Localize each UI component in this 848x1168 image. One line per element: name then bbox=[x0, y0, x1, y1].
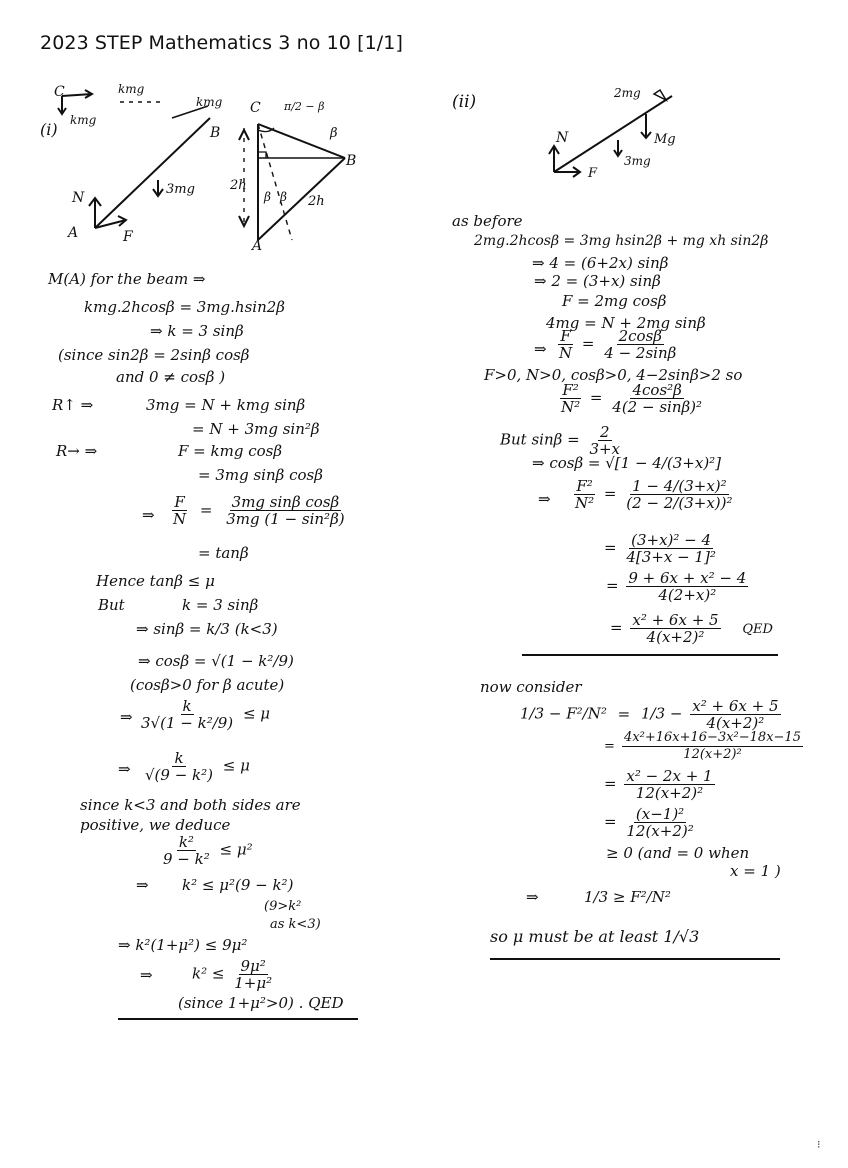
resolve-right-label: R→ ⇒ bbox=[56, 442, 98, 460]
step-2: = $\frac{\text{9 + 6x + x² − 4}}{\text{4(2+x)²}}$ bbox=[606, 569, 747, 604]
step-1: = $\frac{\text{(3+x)² − 4}}{\text{4[3+x − 1]²}}$ bbox=[604, 531, 716, 566]
k2-le-label: k² ≤ bbox=[192, 964, 225, 983]
tan-beta-result: = tanβ bbox=[198, 544, 249, 562]
triangle-point-a: A bbox=[252, 238, 263, 254]
frac-4-x-plus-2: 4(x+2)² bbox=[646, 628, 705, 646]
implies-ii-1: ⇒ bbox=[534, 340, 547, 358]
implies-symbol-5: ⇒ bbox=[140, 966, 153, 984]
triangle-point-c: C bbox=[250, 100, 261, 116]
positivity-note: F>0, N>0, cosβ>0, 4−2sinβ>2 so bbox=[484, 366, 743, 384]
frac-f: F bbox=[174, 493, 185, 511]
f-over-n-ii: $\frac{F}{N}$ = $\frac{2\cos\beta}{4 - 2\sin\beta}$ bbox=[559, 327, 677, 362]
implies-ii-2: ⇒ bbox=[538, 490, 551, 508]
qed-ii: QED bbox=[742, 621, 773, 637]
frac-k2: k² bbox=[178, 833, 194, 851]
part-i-label: (i) bbox=[40, 120, 58, 139]
f-eq-ii: F = 2mg cosβ bbox=[562, 292, 667, 310]
part-ii-end-rule bbox=[490, 958, 780, 960]
frac-4-minus-2sin: 4 − 2sinβ bbox=[604, 344, 677, 362]
frac-x2-6x-5: x² + 6x + 5 bbox=[632, 611, 719, 629]
force-3mg-ii: 3mg bbox=[624, 154, 651, 168]
conclusion-mu-bound: so μ must be at least 1/√3 bbox=[490, 927, 700, 946]
le-mu2: ≤ μ² bbox=[219, 840, 253, 859]
friction-f-label: F bbox=[123, 229, 133, 245]
angle-beta-right: β bbox=[330, 126, 338, 141]
point-a-label: A bbox=[68, 225, 79, 241]
frac-1-minus-4: 1 − 4/(3+x)² bbox=[632, 477, 727, 495]
frac-12-x-plus-2-b: 12(x+2)² bbox=[635, 784, 704, 802]
k-over-root9-fraction bbox=[140, 750, 250, 783]
le-mu-1: ≤ μ bbox=[242, 704, 271, 723]
frac-12-x-plus-2-c: 12(x+2)² bbox=[626, 822, 694, 840]
sin-equals-k-over-3: ⇒ sinβ = k/3 (k<3) bbox=[136, 620, 278, 638]
cos-root-ii: ⇒ cosβ = √[1 − 4/(3+x)²] bbox=[532, 454, 722, 472]
triangle-point-b: B bbox=[346, 153, 357, 169]
force-kmg-left: kmg bbox=[70, 113, 97, 127]
resolve-up-eq2: = N + 3mg sin²β bbox=[192, 420, 320, 438]
resolve-right-eq1: F = kmg cosβ bbox=[178, 442, 282, 460]
four-eq: ⇒ 4 = (6+2x) sinβ bbox=[532, 254, 669, 272]
force-mg: Mg bbox=[654, 132, 676, 147]
implies-symbol-4: ⇒ bbox=[136, 876, 149, 894]
nonneg-note: ≥ 0 (and = 0 when bbox=[606, 844, 750, 862]
but-sin-label: But sinβ = bbox=[500, 430, 580, 449]
consider-expression: 1/3 − F²/N² = 1/3 − $\frac{\text{x² + 6x + 5}}{\text{4(x+2)²}}$ bbox=[520, 697, 779, 732]
triangle-geometry-diagram bbox=[230, 100, 360, 250]
positive-deduce-note: positive, we deduce bbox=[80, 816, 231, 834]
frac-9-6x-x2-4: 9 + 6x + x² − 4 bbox=[628, 569, 747, 587]
resolve-up-eq1: 3mg = N + kmg sinβ bbox=[146, 396, 306, 414]
k-over-3root-fraction bbox=[136, 698, 270, 731]
frac-9mu2: 9μ² bbox=[240, 957, 266, 975]
frac-f2: F² bbox=[562, 381, 579, 399]
frac-k: k bbox=[182, 697, 192, 715]
frac-expanded-num: 4x²+16x+16−3x²−18x−15 bbox=[624, 730, 801, 745]
since-k-lt-3-note: since k<3 and both sides are bbox=[80, 796, 301, 814]
as-before: as before bbox=[452, 212, 523, 230]
moments-heading: M(A) for the beam ⇒ bbox=[48, 270, 206, 288]
k2-over-9-minus-k2-fraction bbox=[158, 834, 253, 867]
frac-2cos: 2cosβ bbox=[618, 327, 662, 345]
frac-x-minus-1-sq: (x−1)² bbox=[635, 805, 685, 823]
frac-4cos2: 4cos²β bbox=[632, 381, 682, 399]
length-2h-side: 2h bbox=[308, 194, 325, 209]
friction-f-ii: F bbox=[588, 166, 598, 181]
cos-positive-note: (cosβ>0 for β acute) bbox=[130, 676, 285, 694]
cos-equals-root: ⇒ cosβ = √(1 − k²/9) bbox=[138, 652, 294, 670]
force-2mg: 2mg bbox=[614, 86, 641, 100]
frac-4-2-minus-sin-sq: 4(2 − sinβ)² bbox=[612, 398, 703, 416]
part-i-end-rule bbox=[118, 1018, 358, 1020]
nine-gt-k2-note: (9>k² bbox=[264, 899, 302, 914]
f2-over-n2-sub: $\frac{\text{F²}}{\text{N²}}$ = $\frac{\text{1 − 4/(3+x)²}}{\text{(2 − 2/(3+x))²}}$ bbox=[575, 477, 733, 512]
combined-step: = $\frac{\text{4x²+16x+16−3x²−18x−15}}{\text{12(x+2)²}}$ bbox=[604, 730, 801, 762]
point-b-label: B bbox=[210, 125, 221, 141]
final-k2-bound bbox=[192, 958, 277, 991]
point-c-label: C bbox=[54, 84, 65, 100]
frac-2: 2 bbox=[599, 423, 610, 441]
force-kmg-top: kmg bbox=[118, 82, 145, 96]
moment-eq-ii: 2mg.2hcosβ = 3mg hsin2β + mg xh sin2β bbox=[474, 233, 769, 249]
frac-f-ii: F bbox=[560, 327, 571, 345]
f2-over-n2-ii: $\frac{\text{F²}}{\text{N²}}$ = $\frac{\text{4cos²β}}{\text{4(2 − sinβ)²}}$ bbox=[561, 381, 703, 416]
one-third-minus: 1/3 − bbox=[641, 704, 683, 723]
frac-f2-b: F² bbox=[576, 477, 593, 495]
two-eq: ⇒ 2 = (3+x) sinβ bbox=[534, 272, 661, 290]
length-2h: 2h bbox=[230, 178, 247, 193]
frac-n: N bbox=[173, 510, 187, 528]
frac-9-minus-k2: 9 − k² bbox=[163, 850, 210, 868]
equality-when-x-1: x = 1 ) bbox=[730, 862, 781, 880]
part-ii-label: (ii) bbox=[452, 92, 477, 112]
cos-nonzero-note: and 0 ≠ cosβ ) bbox=[116, 368, 226, 386]
corner-mark: ⁝ bbox=[817, 1138, 821, 1151]
angle-pi-over-2-minus-beta: π/2 − β bbox=[284, 100, 325, 113]
as-k-lt-3-note: as k<3) bbox=[270, 917, 321, 932]
frac-3root: 3√(1 − k²/9) bbox=[141, 714, 234, 732]
angle-beta-bottom-1: β bbox=[264, 190, 271, 204]
frac-4-2-plus-x: 4(2+x)² bbox=[658, 586, 717, 604]
implies-symbol-2: ⇒ bbox=[120, 708, 133, 726]
frac-x2-6x-5-b: x² + 6x + 5 bbox=[692, 697, 779, 715]
hence-tan-le-mu: Hence tanβ ≤ μ bbox=[96, 572, 215, 590]
frac-n2: N² bbox=[561, 398, 581, 416]
frac-num-3mg-sin-cos: 3mg sinβ cosβ bbox=[231, 493, 340, 511]
reaction-n-ii: N bbox=[556, 130, 569, 146]
vertical-eq-ii: 4mg = N + 2mg sinβ bbox=[546, 314, 706, 332]
moment-equation: kmg.2hcosβ = 3mg.hsin2β bbox=[84, 298, 285, 316]
frac-3-plus-x: 3+x bbox=[589, 440, 621, 458]
third-ge-ratio: 1/3 ≥ F²/N² bbox=[584, 888, 671, 906]
reaction-n-label: N bbox=[72, 190, 85, 206]
f-over-n-fraction: $\frac{F}{N}$ = $\frac{\text{3mg sinβ cosβ}}{\text{3mg (1 − sin²β)}}$ bbox=[173, 493, 345, 528]
double-angle-note: (since sin2β = 2sinβ cosβ bbox=[58, 346, 250, 364]
k-equals-3sin: k = 3 sinβ bbox=[182, 596, 259, 614]
le-mu-2: ≤ μ bbox=[222, 756, 250, 775]
frac-1-plus-mu2: 1+μ² bbox=[234, 974, 273, 992]
now-consider: now consider bbox=[480, 678, 582, 696]
k2-le-mu2-expr: k² ≤ μ²(9 − k²) bbox=[182, 876, 294, 894]
implies-symbol-1: ⇒ bbox=[142, 506, 155, 524]
angle-beta-bottom-2: β bbox=[280, 190, 287, 204]
but-label: But bbox=[98, 596, 125, 614]
resolve-right-eq2: = 3mg sinβ cosβ bbox=[198, 466, 323, 484]
but-sin-eq bbox=[500, 424, 625, 457]
implies-ii-3: ⇒ bbox=[526, 888, 539, 906]
page-title: 2023 STEP Mathematics 3 no 10 [1/1] bbox=[40, 32, 403, 54]
square-step: = $\frac{\text{(x−1)²}}{\text{12(x+2)²}}$ bbox=[604, 805, 694, 840]
step-3: = $\frac{\text{x² + 6x + 5}}{\text{4(x+2)²}}$ QED bbox=[610, 611, 773, 646]
weight-3mg: 3mg bbox=[166, 182, 195, 197]
frac-2-minus-2: (2 − 2/(3+x))² bbox=[626, 494, 733, 512]
resolve-up-label: R↑ ⇒ bbox=[52, 396, 94, 414]
frac-k-2: k bbox=[174, 749, 184, 767]
simplified-step: = $\frac{\text{x² − 2x + 1}}{\text{12(x+2)²}}$ bbox=[604, 767, 713, 802]
frac-4-x-plus-2-b: 4(x+2)² bbox=[706, 714, 765, 732]
k-result: ⇒ k = 3 sinβ bbox=[150, 322, 244, 340]
frac-x2-2x-1: x² − 2x + 1 bbox=[626, 767, 713, 785]
implies-symbol-3: ⇒ bbox=[118, 760, 131, 778]
frac-root-9-k2: √(9 − k²) bbox=[145, 766, 214, 784]
qed-line: (since 1+μ²>0) . QED bbox=[178, 994, 344, 1012]
frac-4-3x-minus-1: 4[3+x − 1]² bbox=[626, 548, 716, 566]
frac-12-x-plus-2: 12(x+2)² bbox=[683, 747, 742, 762]
one-third-minus-ratio: 1/3 − F²/N² bbox=[520, 704, 607, 723]
part-ii-mid-rule bbox=[522, 654, 778, 656]
force-kmg-b: kmg bbox=[196, 95, 223, 109]
frac-n2-b: N² bbox=[575, 494, 595, 512]
frac-n-ii: N bbox=[559, 344, 573, 362]
k2-times-1-plus-mu2: ⇒ k²(1+μ²) ≤ 9μ² bbox=[118, 936, 248, 954]
frac-den-3mg-cos2: 3mg (1 − sin²β) bbox=[226, 510, 345, 528]
frac-3x2-minus-4: (3+x)² − 4 bbox=[631, 531, 712, 549]
